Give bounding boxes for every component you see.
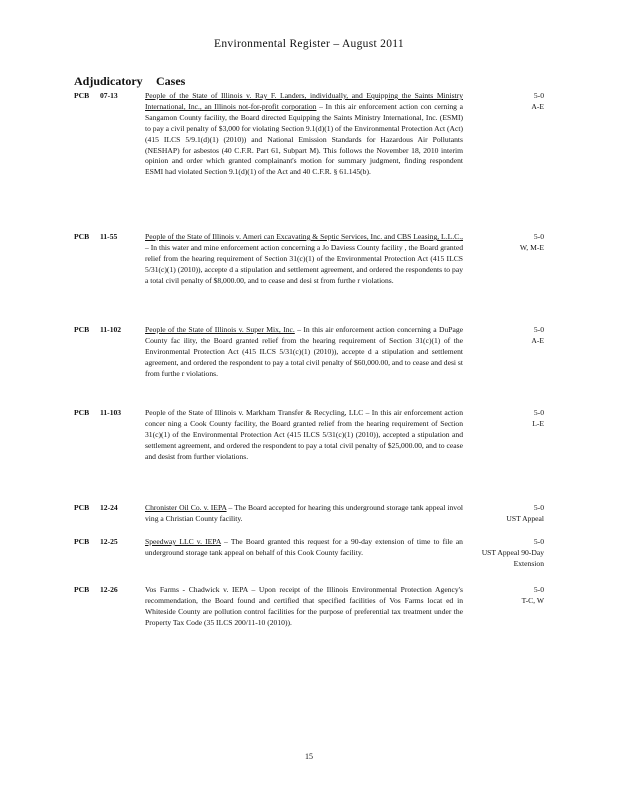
case-body: People of the State of Illinois v. Markham Transfer & Recycling, LLC – In this air enforcement action concer ning a Cook County facility, the Board granted relief from the hearing requirement of Section 31(c)(1) of the Environmental Protection Act (415 ILCS 5/31(c)(1) (2010)), accepted a stipulation and settlement agreement, and ordered the respondent to pay a total civil penalty of $25,000.00, and to cease and desist from further violations. bbox=[145, 408, 463, 461]
case-caption: People of the State of Illinois v. Ameri can Excavating & Septic Services, Inc. and CBS Leasing, L.L.C., bbox=[145, 232, 463, 241]
case-type: A-E bbox=[531, 335, 544, 345]
forum-label: PCB bbox=[74, 232, 90, 241]
case-body: – The Board granted this request for a 90-day extension of time to file an underground storage tank appeal on behalf of this Cook County facility. bbox=[145, 537, 463, 557]
vote-count: 5-0 bbox=[533, 503, 544, 512]
vote-tally bbox=[464, 585, 544, 607]
page-title: Environmental Register – August 2011 bbox=[214, 38, 404, 50]
case-caption: Chronister Oil Co. v. IEPA bbox=[145, 503, 227, 512]
case-body: Vos Farms - Chadwick v. IEPA – Upon receipt of the Illinois Environmental Protection Agency's recommendation, the Board found and certified that specified facilities of Vos Farms locat ed in Whiteside County are pollution control facilities for the purpose of preferential tax treatment under the Property Tax Code (35 ILCS 200/11-10 (2010)). bbox=[145, 585, 463, 627]
vote-count: 5-0 bbox=[533, 325, 544, 334]
forum-label: PCB bbox=[74, 408, 90, 417]
vote-tally bbox=[464, 408, 544, 430]
forum-label: PCB bbox=[74, 503, 90, 512]
case-summary bbox=[145, 408, 463, 463]
vote-count: 5-0 bbox=[533, 91, 544, 100]
case-summary bbox=[145, 325, 463, 380]
case-type: UST Appeal bbox=[506, 513, 544, 523]
docket-number: 11-102 bbox=[100, 325, 122, 334]
docket-number: 11-55 bbox=[100, 232, 118, 241]
vote-tally bbox=[464, 537, 544, 570]
case-type: W, M-E bbox=[519, 242, 544, 252]
docket-number: 07-13 bbox=[100, 91, 118, 100]
case-body: – The Board accepted for hearing this underground storage tank appeal invol ving a Christian County facility. bbox=[145, 503, 463, 523]
case-summary bbox=[145, 91, 463, 178]
vote-tally bbox=[464, 325, 544, 347]
case-caption: People of the State of Illinois v. Super Mix, Inc. bbox=[145, 325, 295, 334]
case-type: T-C, W bbox=[521, 595, 544, 605]
case-type: L-E bbox=[532, 418, 544, 428]
forum-label: PCB bbox=[74, 537, 90, 546]
page-number: 15 bbox=[305, 752, 313, 761]
docket-number: 12-25 bbox=[100, 537, 118, 546]
vote-count: 5-0 bbox=[533, 232, 544, 241]
adjudicatory-column-header: Adjudicatory bbox=[74, 74, 143, 88]
docket-number: 12-26 bbox=[100, 585, 118, 594]
vote-tally bbox=[464, 91, 544, 113]
case-caption: People of the State of Illinois v. Ray F. Landers, individually, and Equipping the Saints Ministry International, Inc., an Illinois not-for-profit corporation bbox=[145, 91, 463, 111]
vote-count: 5-0 bbox=[533, 537, 544, 546]
vote-count: 5-0 bbox=[533, 585, 544, 594]
case-summary bbox=[145, 232, 463, 287]
case-body: – In this air enforcement action concerning a DuPage County fac ility, the Board granted relief from the hearing requirement of Section 31(c)(1) of the Environmental Protection Act (415 ILCS 5/31(c)(1) (2010)), accepte d a stipulation and settlement agreement, and ordered the respondent to pay a total civil penalty of $60,000.00, and to cease and desi st from furthe r violations. bbox=[145, 325, 464, 378]
vote-tally bbox=[464, 232, 544, 254]
case-body: – In this water and mine enforcement action concerning a Jo Daviess County facility , the Board granted relief from the hearing requirement of Section 31(c)(1) of the Environmental Protection Act (415 ILCS 5/31(c)(1) (2010)), accepte d a stipulation and settlement agreement, and ordered the respondents to pay a total civil penalty of $8,000.00, and to cease and desi st from furthe r violations. bbox=[145, 242, 463, 285]
case-summary bbox=[145, 503, 463, 525]
forum-label: PCB bbox=[74, 585, 90, 594]
case-body: – In this air enforcement action con cerning a Sangamon County facility, the Board directed Equipping the Saints Ministry International, Inc. (ESMI) to pay a civil penalty of $3,000 for violating Section 9.1(d)(1) of the Environmental Protection Act (Act) (415 ILCS 5/9.1(d)(1) (2010)) and National Emission Standards for Hazardous Air Pollutants (NESHAP) for asbestos (40 C.F.R. Part 61, Subpart M). This follows the November 18, 2010 interim opinion and order which granted complainant's motion for summary judgment, finding respondent ESMI had violated Section 9.1(d)(1) of the Act and 40 C.F.R. § 61.145(b). bbox=[145, 101, 464, 177]
forum-label: PCB bbox=[74, 91, 90, 100]
case-type: UST Appeal 90-Day Extension bbox=[481, 547, 544, 568]
docket-number: 11-103 bbox=[100, 408, 122, 417]
case-type: A-E bbox=[531, 101, 544, 111]
forum-label: PCB bbox=[74, 325, 90, 334]
vote-count: 5-0 bbox=[533, 408, 544, 417]
case-caption: Speedway LLC v. IEPA bbox=[145, 537, 221, 546]
case-summary bbox=[145, 537, 463, 559]
cases-column-header: Cases bbox=[156, 74, 186, 88]
vote-tally bbox=[464, 503, 544, 525]
case-summary bbox=[145, 585, 463, 629]
docket-number: 12-24 bbox=[100, 503, 118, 512]
